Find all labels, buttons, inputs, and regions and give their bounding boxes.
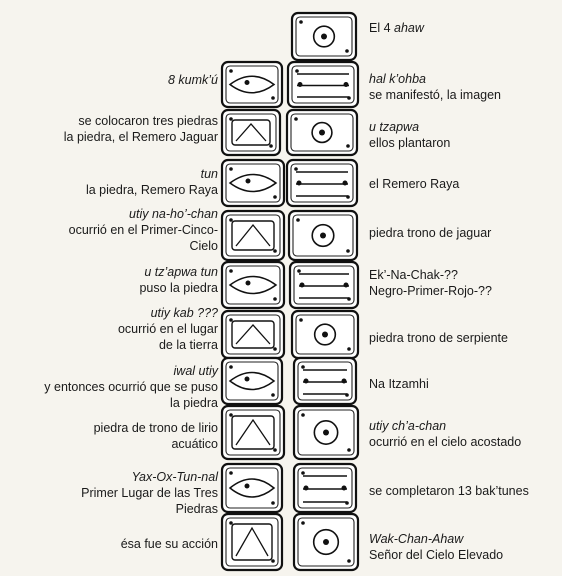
left-row-6-line-1: u tz’apwa tun [144, 265, 218, 279]
right-row-4 [369, 176, 459, 192]
right-row-5-line-1: piedra trono de jaguar [369, 226, 492, 240]
right-row-2-line-2: se manifestó, la imagen [369, 88, 502, 102]
left-row-9-line-1: piedra de trono de lirio [93, 421, 218, 435]
left-row-8-line-1: iwal utiy [173, 364, 218, 378]
right-row-9-line-2: ocurrió en el cielo acostado [369, 435, 522, 449]
right-row-11-line-1: Wak-Chan-Ahaw [369, 532, 464, 546]
glyph-row-5-right [289, 211, 357, 260]
left-row-10-line-3: Piedras [175, 502, 218, 516]
glyph-row-2-right [288, 62, 358, 107]
left-row-6 [139, 264, 218, 296]
right-row-7-line-1: piedra trono de serpiente [369, 331, 508, 345]
left-row-5 [69, 206, 218, 254]
right-row-8-line-1: Na Itzamhi [369, 377, 429, 391]
left-row-7-line-2: ocurrió en el lugar [117, 322, 218, 336]
glyph-row-8-left [222, 358, 282, 404]
glyph-row-10-right [294, 464, 356, 512]
left-row-2 [168, 72, 218, 88]
glyph-row-3-right [287, 110, 357, 155]
left-row-6-line-2: puso la piedra [139, 281, 218, 295]
left-row-3-line-2: la piedra, el Remero Jaguar [63, 130, 218, 144]
right-row-3 [369, 119, 450, 151]
glyph-row-4-left [222, 160, 284, 206]
left-row-9-line-2: acuático [171, 437, 218, 451]
left-row-4-line-1: tun [200, 167, 218, 181]
left-row-4 [86, 166, 218, 198]
left-row-8-line-2: y entonces ocurrió que se puso [44, 380, 218, 394]
left-row-11-line-1: ésa fue su acción [120, 537, 218, 551]
right-row-3-line-2: ellos plantaron [369, 136, 451, 150]
left-row-10-line-1: Yax-Ox-Tun-nal [131, 470, 218, 484]
glyph-row-11-right [294, 514, 358, 570]
right-row-7 [369, 330, 508, 346]
glyph-row-3-left [222, 110, 280, 155]
glyph-row-11-left [222, 514, 282, 570]
left-row-10-line-2: Primer Lugar de las Tres [81, 486, 218, 500]
left-row-7-line-3: de la tierra [158, 338, 218, 352]
glyph-row-2-left [222, 62, 282, 107]
right-row-1-line-1: El 4 ahaw [369, 21, 424, 35]
left-row-3-line-1: se colocaron tres piedras [78, 114, 218, 128]
right-row-2 [369, 71, 501, 103]
left-row-5-line-3: Cielo [189, 239, 218, 253]
glyph-row-6-left [222, 262, 284, 308]
right-row-3-line-1: u tzapwa [369, 120, 420, 134]
left-row-3 [64, 113, 218, 145]
left-row-7-line-1: utiy kab ??? [150, 306, 218, 320]
left-row-8 [44, 363, 218, 411]
right-row-6-line-2: Negro-Primer-Rojo-?? [369, 284, 492, 298]
right-row-5 [369, 225, 491, 241]
glyph-row-7-right [292, 311, 358, 358]
glyph-row-6-right [290, 262, 358, 308]
left-row-8-line-3: la piedra [170, 396, 218, 410]
right-row-9 [369, 418, 521, 450]
right-row-9-line-1: utiy ch’a-chan [369, 419, 447, 433]
left-row-2-line-1: 8 kumk’ú [167, 73, 218, 87]
left-row-7 [118, 305, 218, 353]
right-row-2-line-1: hal k’ohba [369, 72, 426, 86]
left-row-11 [121, 536, 218, 552]
glyph-row-4-right [287, 160, 357, 206]
right-row-10 [369, 483, 529, 499]
glyph-top [292, 13, 356, 60]
right-row-4-line-1: el Remero Raya [369, 177, 460, 191]
glyph-row-5-left [222, 211, 284, 260]
left-row-5-line-2: ocurrió en el Primer-Cinco- [68, 223, 218, 237]
glyph-row-10-left [222, 464, 282, 512]
left-row-9 [94, 420, 218, 452]
glyph-row-9-right [294, 406, 358, 459]
right-row-11 [369, 531, 503, 563]
right-row-6-line-1: Ek’-Na-Chak-?? [369, 268, 458, 282]
left-row-5-line-1: utiy na-ho’-chan [129, 207, 218, 221]
right-row-8 [369, 376, 429, 392]
left-row-4-line-2: la piedra, Remero Raya [85, 183, 218, 197]
glyph-row-9-left [222, 406, 284, 459]
glyph-row-7-left [222, 311, 284, 358]
right-row-11-line-2: Señor del Cielo Elevado [369, 548, 504, 562]
right-row-6 [369, 267, 492, 299]
right-row-10-line-1: se completaron 13 bak’tunes [369, 484, 529, 498]
glyph-row-8-right [294, 358, 356, 404]
right-row-1 [369, 20, 424, 36]
left-row-10 [81, 469, 218, 517]
